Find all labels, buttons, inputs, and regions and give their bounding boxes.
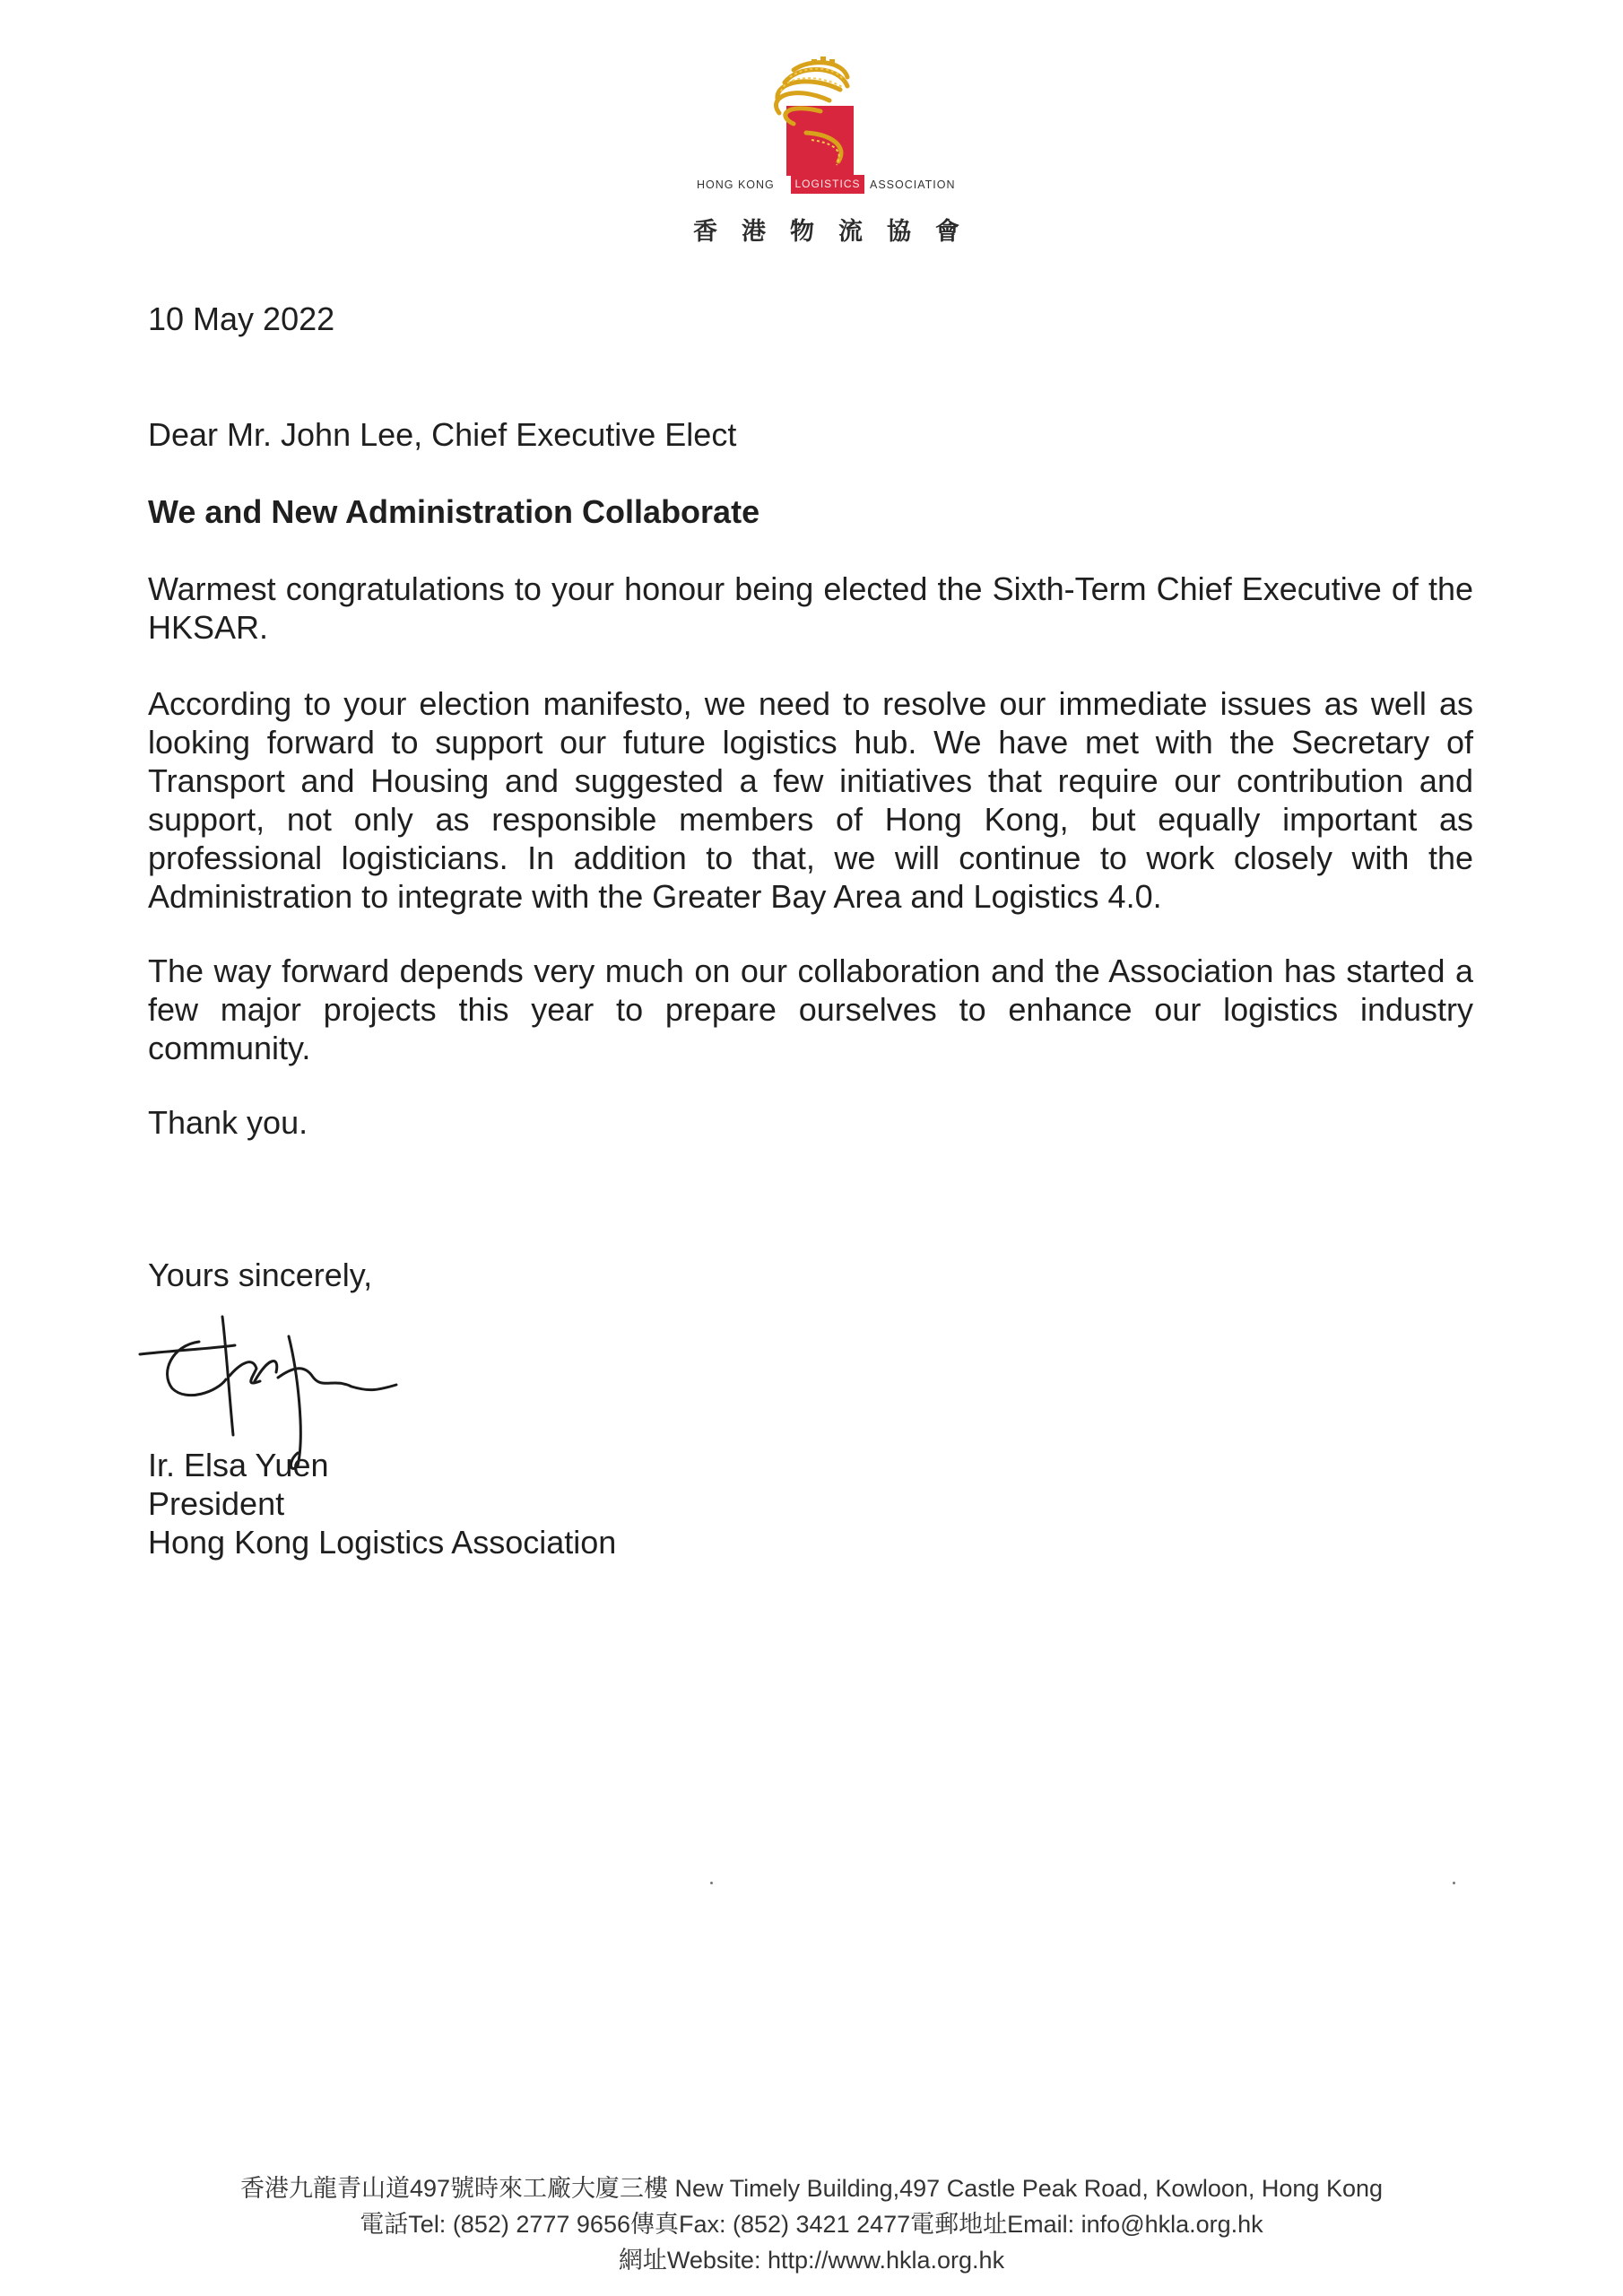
scan-speck	[1453, 1882, 1455, 1884]
signatory-title: President	[148, 1485, 285, 1522]
signatory-name: Ir. Elsa Yuen	[148, 1447, 329, 1483]
association-name-line	[0, 175, 1623, 196]
paragraph-2: According to your election manifesto, we need to resolve our immediate issues as well as looking forward to support our future logistics hub. We have met with the Secretary of Transport and Housing and suggested a few initiatives that require our contribution and support, not only as responsible members of Hong Kong, but equally important as professional logisticians. In addition to that, we will continue to work closely with the Administration to integrate with the Greater Bay Area and Logistics 4.0.	[148, 685, 1473, 915]
footer	[0, 2170, 1623, 2278]
letter-subject: We and New Administration Collaborate	[148, 493, 760, 530]
name-logistics: LOGISTICS	[791, 175, 864, 194]
closing-line: Yours sincerely,	[148, 1257, 373, 1293]
paragraph-3: The way forward depends very much on our collaboration and the Association has started a few major projects this year to prepare ourselves to enhance our logistics industry community.	[148, 952, 1473, 1066]
name-association: ASSOCIATION	[870, 178, 956, 191]
footer-contact: 電話Tel: (852) 2777 9656傳真Fax: (852) 3421 2477電郵地址Email: info@hkla.org.hk	[360, 2211, 1263, 2238]
salutation: Dear Mr. John Lee, Chief Executive Elect	[148, 416, 737, 453]
thanks-line: Thank you.	[148, 1104, 308, 1141]
footer-address: 香港九龍青山道497號時來工廠大廈三樓 New Timely Building,497 Castle Peak Road, Kowloon, Hong Kong	[240, 2175, 1383, 2202]
signatory-organization: Hong Kong Logistics Association	[148, 1524, 617, 1561]
association-chinese-name: 香港物流協會	[693, 218, 984, 246]
name-hong-kong: HONG KONG	[697, 178, 775, 191]
letter-date: 10 May 2022	[148, 300, 335, 337]
scan-speck	[710, 1882, 713, 1884]
paragraph-1: Warmest congratulations to your honour being elected the Sixth-Term Chief Executive of the HKSAR.	[148, 570, 1473, 646]
hkla-logo-icon	[758, 54, 874, 179]
footer-website: 網址Website: http://www.hkla.org.hk	[618, 2247, 1005, 2274]
